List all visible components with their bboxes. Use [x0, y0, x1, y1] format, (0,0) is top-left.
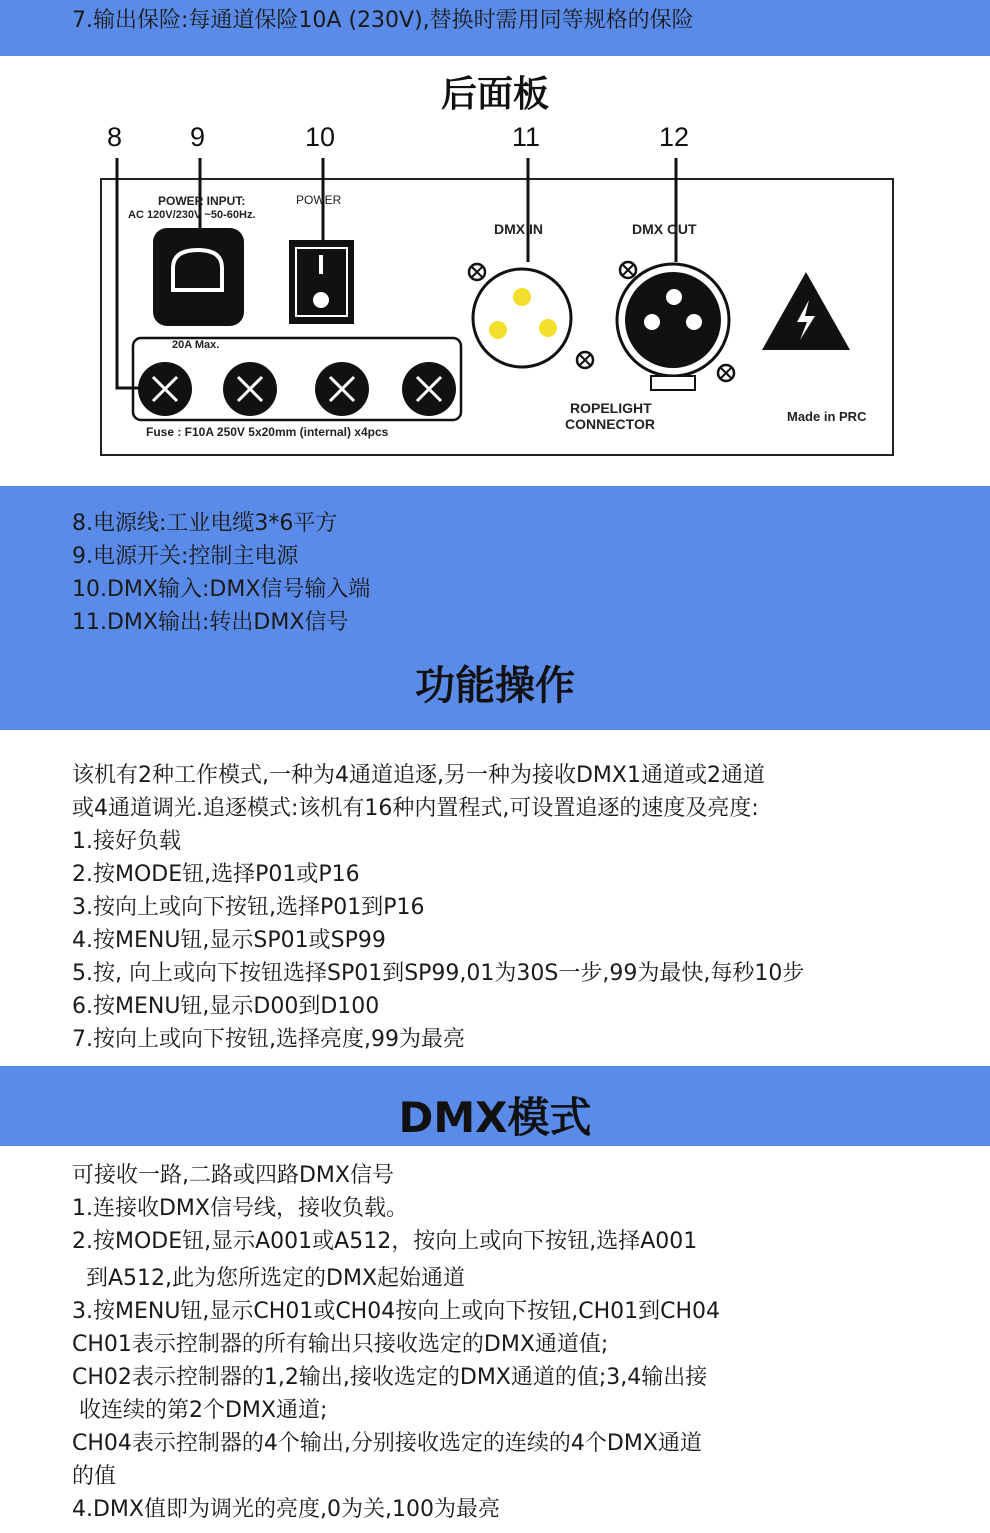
callout-12: 12	[659, 122, 690, 152]
function-line: 7.按向上或向下按钮,选择亮度,99为最亮	[72, 1027, 465, 1052]
legend-line-10: 10.DMX输入:DMX信号输入端	[72, 577, 371, 602]
made-in-label: Made in PRC	[787, 409, 867, 424]
dmx-out-connector-icon	[617, 264, 729, 390]
function-line: 2.按MODE钮,选择P01或P16	[72, 862, 360, 887]
legend-line-8: 8.电源线:工业电缆3*6平方	[72, 511, 338, 536]
dmx-line: 4.DMX值即为调光的亮度,0为关,100为最亮	[72, 1497, 500, 1522]
fuse-holders-icon	[138, 362, 456, 416]
function-section-title: 功能操作	[415, 663, 575, 709]
dmx-line: 收连续的第2个DMX通道;	[72, 1398, 328, 1423]
fuse-note: 7.输出保险:每通道保险10A (230V),替换时需用同等规格的保险	[72, 8, 694, 33]
callout-8: 8	[107, 122, 123, 152]
function-line: 4.按MENU钮,显示SP01或SP99	[72, 928, 386, 953]
high-voltage-warning-icon	[762, 272, 850, 350]
function-line: 或4通道调光.追逐模式:该机有16种内置程式,可设置追逐的速度及亮度:	[72, 796, 759, 821]
function-line: 6.按MENU钮,显示D00到D100	[72, 994, 380, 1019]
ropelight-label-2: CONNECTOR	[565, 416, 655, 432]
rear-panel-title: 后面板	[440, 74, 549, 115]
legend-line-9: 9.电源开关:控制主电源	[72, 544, 299, 569]
dmx-in-label: DMX IN	[494, 221, 543, 237]
dmx-line: 的值	[72, 1464, 117, 1489]
function-line: 3.按向上或向下按钮,选择P01到P16	[72, 895, 425, 920]
dmx-line: 到A512,此为您所选定的DMX起始通道	[72, 1266, 466, 1291]
dmx-line: CH01表示控制器的所有输出只接收选定的DMX通道值;	[72, 1332, 609, 1357]
dmx-out-label: DMX OUT	[632, 221, 697, 237]
max-current-label: 20A Max.	[172, 339, 220, 351]
dmx-line: 2.按MODE钮,显示A001或A512，按向上或向下按钮,选择A001	[72, 1229, 698, 1254]
dmx-section-title: DMX模式	[398, 1093, 592, 1142]
callout-11: 11	[512, 122, 541, 152]
legend-line-11: 11.DMX输出:转出DMX信号	[72, 610, 349, 635]
dmx-line: 1.连接收DMX信号线，接收负载。	[72, 1196, 408, 1221]
power-input-label: POWER INPUT:	[158, 194, 246, 208]
callout-10: 10	[305, 122, 336, 152]
power-switch-icon	[289, 240, 354, 324]
leader-8	[117, 158, 140, 388]
callout-9: 9	[190, 122, 206, 152]
power-label: POWER	[296, 193, 342, 207]
power-inlet-icon	[153, 228, 244, 326]
fuse-spec-label: Fuse : F10A 250V 5x20mm (internal) x4pcs	[146, 425, 389, 439]
dmx-line: 可接收一路,二路或四路DMX信号	[72, 1163, 394, 1188]
dmx-in-connector-icon	[473, 269, 571, 367]
dmx-line: CH04表示控制器的4个输出,分别接收选定的连续的4个DMX通道	[72, 1431, 702, 1456]
dmx-line: CH02表示控制器的1,2输出,接收选定的DMX通道的值;3,4输出接	[72, 1365, 708, 1390]
ropelight-label-1: ROPELIGHT	[570, 400, 652, 416]
power-input-spec: AC 120V/230V ~50-60Hz.	[128, 209, 256, 221]
dmx-line: 3.按MENU钮,显示CH01或CH04按向上或向下按钮,CH01到CH04	[72, 1299, 721, 1324]
function-line: 1.接好负载	[72, 829, 181, 854]
function-line: 该机有2种工作模式,一种为4通道追逐,另一种为接收DMX1通道或2通道	[72, 763, 765, 788]
function-line: 5.按, 向上或向下按钮选择SP01到SP99,01为30S一步,99为最快,每秒10步	[72, 961, 805, 986]
